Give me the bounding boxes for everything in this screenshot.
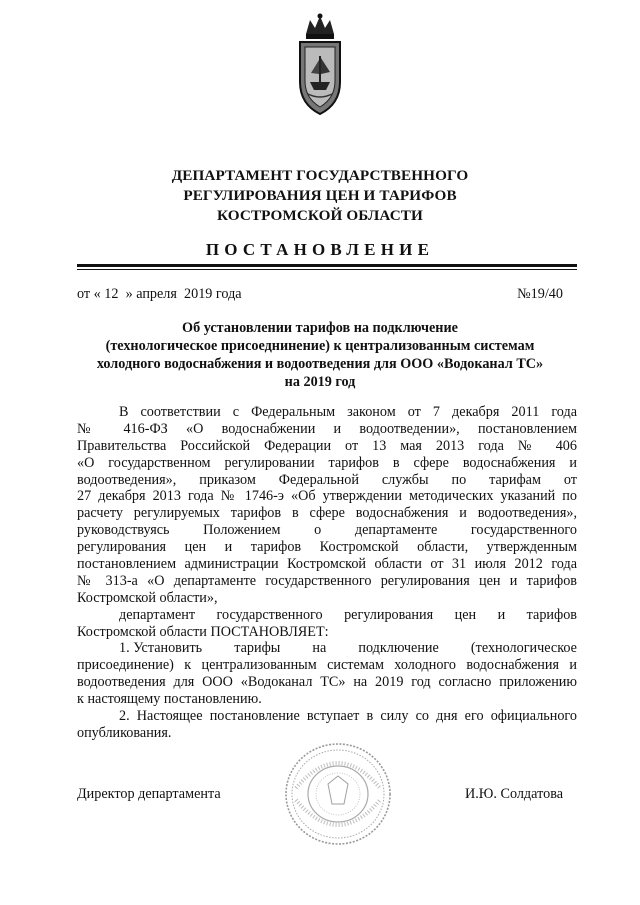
body-line: руководствуясь Положением о департаменте государственного <box>77 522 577 539</box>
body-line: постановлением администрации Костромской области от 31 июля 2012 года <box>77 556 577 573</box>
official-seal-icon <box>282 740 394 848</box>
body-line: регулирования цен и тарифов Костромской области, утвержденным <box>77 539 577 556</box>
body-line: 2. Настоящее постановление вступает в силу со дня его официального <box>119 708 577 725</box>
body-word: на <box>312 640 327 657</box>
department-name-line: КОСТРОМСКОЙ ОБЛАСТИ <box>217 207 423 224</box>
header-rule <box>77 264 577 267</box>
body-word: подключение <box>358 640 439 657</box>
body-line: опубликования. <box>77 724 172 741</box>
subject-line: холодного водоснабжения и водоотведения для ООО «Водоканал ТС» <box>96 356 544 372</box>
department-name <box>0 166 640 226</box>
subject-line: Об установлении тарифов на подключение <box>182 320 458 336</box>
body-word: 1. Установить <box>119 640 203 657</box>
decree-number: №19/40 <box>517 286 563 302</box>
signatory-name: И.Ю. Солдатова <box>465 786 563 802</box>
signatory-position: Директор департамента <box>77 786 221 802</box>
body-line: 27 декабря 2013 года № 1746-э «Об утверждении методических указаний по <box>77 488 577 505</box>
decree-date: от « 12 » апреля 2019 года <box>77 286 242 302</box>
body-line <box>77 640 577 657</box>
subject-line: на 2019 год <box>284 374 356 390</box>
header-rule-thin <box>77 269 577 270</box>
decree-subject <box>0 319 640 391</box>
decree-body <box>77 404 577 742</box>
body-line: № 313-а «О департаменте государственного регулирования цен и тарифов <box>77 572 577 589</box>
body-line: № 416-ФЗ «О водоснабжении и водоотведении», постановлением <box>77 420 577 437</box>
body-line: водоотведения для ООО «Водоканал ТС» на 2019 год согласно приложению <box>77 674 577 691</box>
body-line: к настоящему постановлению. <box>77 691 262 708</box>
decree-title: ПОСТАНОВЛЕНИЕ <box>205 240 435 259</box>
body-line: расчету регулируемых тарифов в сфере водоснабжения и водоотведения», <box>77 505 577 522</box>
body-line: водоотведения», приказом Федеральной службы по тарифам от <box>77 471 577 488</box>
body-word: тарифы <box>234 640 281 657</box>
department-name-line: ДЕПАРТАМЕНТ ГОСУДАРСТВЕННОГО <box>171 167 469 184</box>
subject-line: (технологическое присоеднинение) к централизованным системам <box>105 338 535 354</box>
body-line: Костромской области ПОСТАНОВЛЯЕТ: <box>77 623 329 640</box>
body-word: (технологическое <box>470 640 577 657</box>
body-line: Правительства Российской Федерации от 13 мая 2013 года № 406 <box>77 437 577 454</box>
body-line: присоединение) к централизованным системам холодного водоснабжения и <box>77 657 577 674</box>
body-line: Костромской области», <box>77 589 218 606</box>
department-name-line: РЕГУЛИРОВАНИЯ ЦЕН И ТАРИФОВ <box>183 187 457 204</box>
body-line: В соответствии с Федеральным законом от 7 декабря 2011 года <box>119 404 577 420</box>
coat-of-arms-icon <box>292 12 348 122</box>
body-line: «О государственном регулировании тарифов в сфере водоснабжения и <box>77 454 577 471</box>
body-line: департамент государственного регулирования цен и тарифов <box>119 606 577 623</box>
